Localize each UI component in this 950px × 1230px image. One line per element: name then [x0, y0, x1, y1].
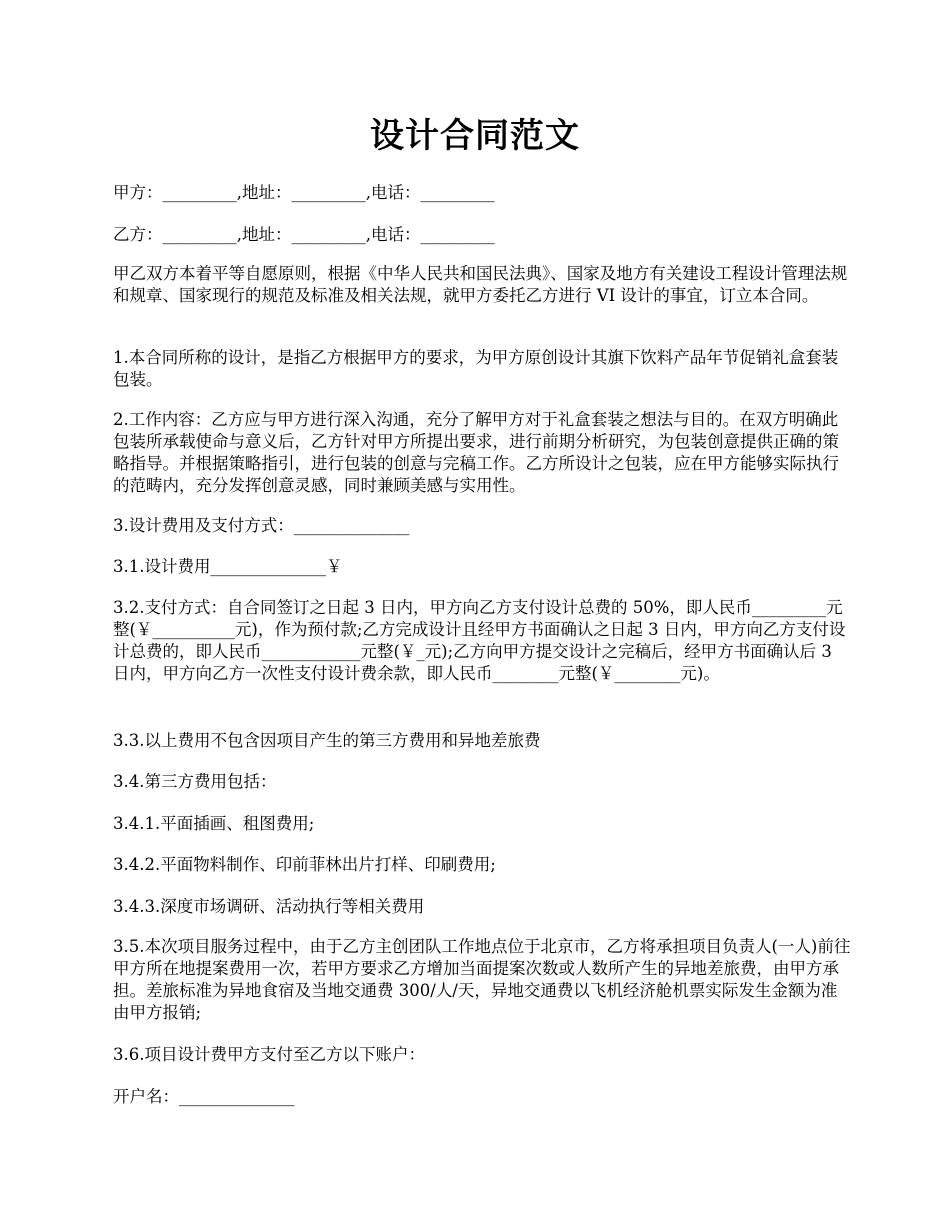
- party-a-line: 甲方：_________,地址：_________,电话：_________: [113, 183, 495, 202]
- clause-3-3: 3.3.以上费用不包含因项目产生的第三方费用和异地差旅费: [113, 731, 541, 750]
- clause-2: 2.工作内容：乙方应与甲方进行深入沟通，充分了解甲方对于礼盒套装之想法与目的。在双方明确此包装所承载使命与意义后，乙方针对甲方所提出要求，进行前期分析研究，为包装创意提供正确的策略指导。并根据策略指引，进行包装的创意与完稿工作。乙方所设计之包装，应在甲方能够实际执行的范畴内，充分发挥创意灵感，同时兼顾美感与实用性。: [113, 410, 839, 495]
- clause-3-6: 3.6.项目设计费甲方支付至乙方以下账户：: [113, 1045, 425, 1064]
- document-title: 设计合同范文: [370, 116, 580, 156]
- clause-3: 3.设计费用及支付方式：______________: [113, 516, 410, 535]
- party-b-line: 乙方：_________,地址：_________,电话：_________: [113, 225, 495, 244]
- clause-3-1: 3.1.设计费用______________￥: [113, 557, 343, 576]
- clause-3-4-3: 3.4.3.深度市场调研、活动执行等相关费用: [113, 897, 425, 916]
- clause-3-4-1: 3.4.1.平面插画、租图费用;: [113, 814, 315, 833]
- clause-1: 1.本合同所称的设计，是指乙方根据甲方的要求，为甲方原创设计其旗下饮料产品年节促销礼盒套装包装。: [113, 348, 839, 389]
- account-name-line: 开户名：______________: [113, 1087, 295, 1106]
- clause-3-4-2: 3.4.2.平面物料制作、印前菲林出片打样、印刷费用;: [113, 855, 496, 874]
- preamble-paragraph: 甲乙双方本着平等自愿原则，根据《中华人民共和国民法典》、国家及地方有关建设工程设计管理法规和规章、国家现行的规范及标准及相关法规，就甲方委托乙方进行 VI 设计的事宜，订立本合同。: [113, 264, 848, 305]
- clause-3-2: 3.2.支付方式：自合同签订之日起 3 日内，甲方向乙方支付设计总费的 50%，即人民币_________元整(￥__________元)，作为预付款;乙方完成设计且经甲方书面确认之日起 3 日内，甲方向乙方支付设计总费的，即人民币____________元整(￥_元);乙方向甲方提交设计之完稿后，经甲方书面确认后 3 日内，甲方向乙方一次性支付设计费余款，即人民币________元整(￥________元)。: [113, 598, 846, 683]
- clause-3-4: 3.4.第三方费用包括：: [113, 772, 277, 791]
- clause-3-5: 3.5.本次项目服务过程中，由于乙方主创团队工作地点位于北京市，乙方将承担项目负责人(一人)前往甲方所在地提案费用一次，若甲方要求乙方增加当面提案次数或人数所产生的异地差旅费，由甲方承担。差旅标准为异地食宿及当地交通费 300/人/天，异地交通费以飞机经济舱机票实际发生金额为准由甲方报销;: [113, 937, 851, 1022]
